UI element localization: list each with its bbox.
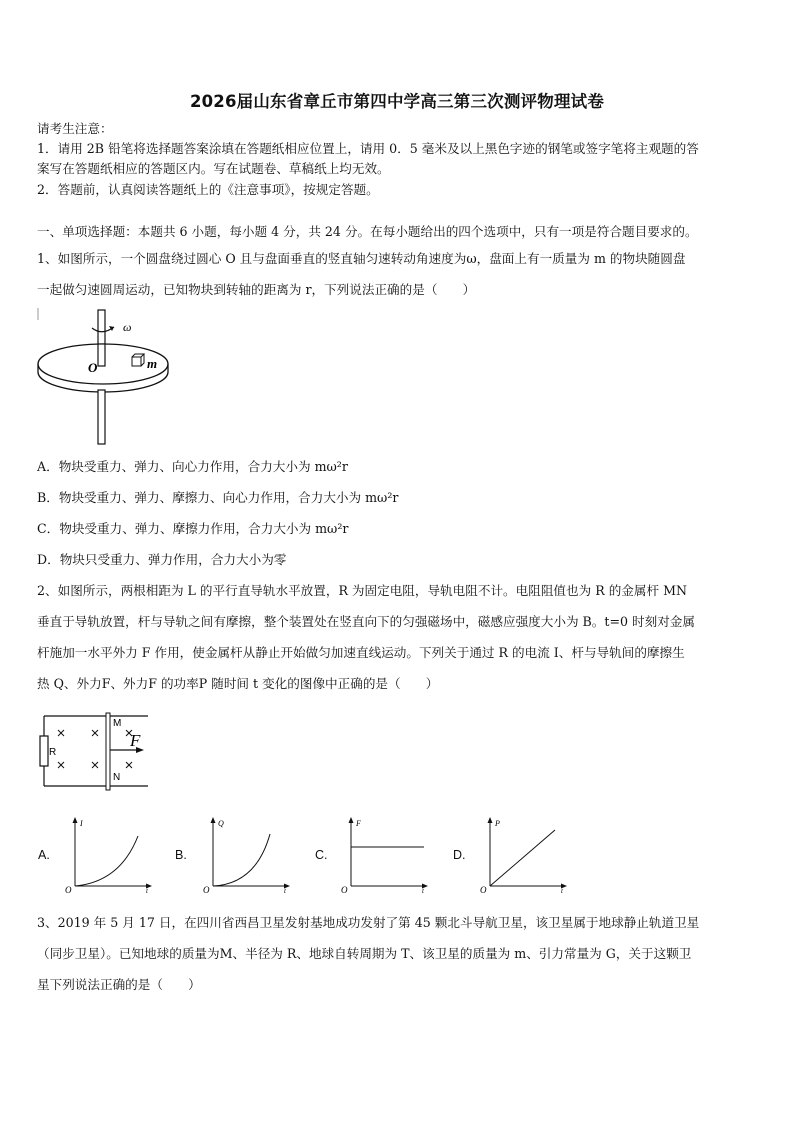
graph-a-y-label: I: [80, 819, 83, 828]
question-2-line-1: 2、如图所示，两根相距为 L 的平行直导轨水平放置，R 为固定电阻，导轨电阻不计。电阻阻值也为 R 的金属杆 MN: [37, 583, 687, 598]
question-2-line-4: 热 Q、外力F、外力F 的功率P 随时间 t 变化的图像中正确的是（ ）: [37, 676, 439, 691]
question-3-line-3: 星下列说法正确的是（ ）: [37, 977, 201, 992]
question-1-option-a: A．物块受重力、弹力、向心力作用，合力大小为 mω²r: [37, 459, 348, 474]
graph-a-option: A.: [38, 848, 50, 862]
center-o-label: O: [88, 360, 98, 375]
question-1-option-d: D．物块只受重力、弹力作用，合力大小为零: [37, 552, 287, 567]
force-f-label: F: [130, 731, 141, 750]
graph-c: [336, 814, 432, 894]
exam-title: 2026届山东省章丘市第四中学高三第三次测评物理试卷: [189, 92, 605, 111]
rotating-disc-figure: [30, 302, 190, 450]
rail-circuit-figure: [36, 710, 156, 792]
graph-c-option: C.: [315, 848, 328, 862]
graph-b-origin: O: [203, 885, 210, 894]
mass-m-label: m: [147, 356, 158, 371]
rod-m-label: M: [113, 718, 122, 729]
graph-d-x-label: t: [561, 887, 563, 894]
graph-d-y-label: P: [495, 819, 500, 828]
question-2-line-3: 杆施加一水平外力 F 作用，使金属杆从静止开始做匀加速直线运动。下列关于通过 R 的电流 I、杆与导轨间的摩擦生: [37, 645, 685, 660]
omega-label: ω: [123, 320, 132, 334]
graph-c-origin: O: [341, 885, 348, 894]
graph-b: [198, 814, 294, 894]
section-heading: 一、单项选择题：本题共 6 小题，每小题 4 分，共 24 分。在每小题给出的四个选项中，只有一项是符合题目要求的。: [37, 224, 698, 239]
graph-d-origin: O: [480, 885, 487, 894]
question-1-option-c: C．物块受重力、弹力、摩擦力作用，合力大小为 mω²r: [37, 521, 349, 536]
graph-a-x-label: t: [146, 887, 148, 894]
question-3-line-2: （同步卫星）。已知地球的质量为M、半径为 R、地球自转周期为 T、该卫星的质量为 m、引力常量为 G，关于这颗卫: [37, 946, 692, 961]
graph-d: [475, 814, 571, 894]
graph-c-y-label: F: [356, 819, 361, 828]
notice-heading: 请考生注意：: [37, 121, 113, 136]
question-2-line-2: 垂直于导轨放置，杆与导轨之间有摩擦，整个装置处在竖直向下的匀强磁场中，磁感应强度大小为 B。t=0 时刻对金属: [37, 614, 695, 629]
rod-n-label: N: [113, 772, 121, 783]
graph-d-option: D.: [453, 848, 466, 862]
notice-item-1b: 案写在答题纸相应的答题区内。写在试题卷、草稿纸上均无效。: [37, 161, 390, 176]
graph-b-option: B.: [175, 848, 187, 862]
question-1-option-b: B．物块受重力、弹力、摩擦力、向心力作用，合力大小为 mω²r: [37, 490, 399, 505]
question-3-line-1: 3、2019 年 5 月 17 日，在四川省西昌卫星发射基地成功发射了第 45 颗北斗导航卫星，该卫星属于地球静止轨道卫星: [37, 915, 700, 930]
question-1-line-2: 一起做匀速圆周运动，已知物块到转轴的距离为 r，下列说法正确的是（ ）: [37, 282, 476, 297]
graph-c-x-label: t: [422, 887, 424, 894]
graph-a: [60, 814, 156, 894]
graph-b-y-label: Q: [218, 819, 224, 828]
notice-item-2: 2．答题前，认真阅读答题纸上的《注意事项》，按规定答题。: [37, 182, 379, 197]
notice-item-1a: 1．请用 2B 铅笔将选择题答案涂填在答题纸相应位置上，请用 0．5 毫米及以上黑色字迹的钢笔或签字笔将主观题的答: [37, 141, 699, 156]
question-1-line-1: 1、如图所示，一个圆盘绕过圆心 O 且与盘面垂直的竖直轴匀速转动角速度为ω，盘面上有一质量为 m 的物块随圆盘: [37, 251, 686, 266]
graph-b-x-label: t: [284, 887, 286, 894]
resistor-r-label: R: [49, 747, 57, 758]
graph-a-origin: O: [65, 885, 72, 894]
